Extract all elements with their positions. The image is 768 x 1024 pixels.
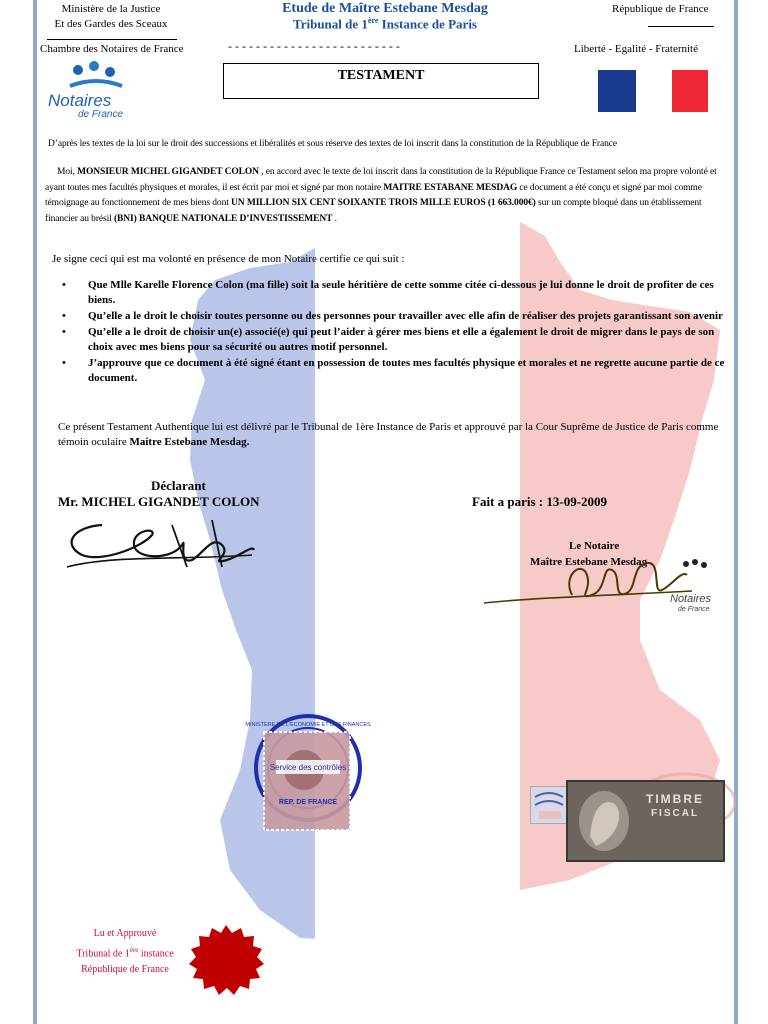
list-item: • Qu’elle a le droit le choisir toutes personne ou des personnes pour travailler avec elle afin de réaliser des projets garantissant son avenir xyxy=(58,309,734,324)
intro-text: D’après les textes de la loi sur le droit des successions et libéralités et sous réserve des textes de loi inscrit dans la constitution de la République de France xyxy=(48,139,617,149)
notary-name: Maître Estebane Mesdag xyxy=(530,556,648,568)
notaires-logo xyxy=(46,58,156,126)
stamp-ring-text: MINISTERE DE L'ECONOMIE ET DES FINANCES xyxy=(245,722,371,728)
approval-line1: Lu et Approuvé xyxy=(93,928,157,939)
declarant-signature xyxy=(62,505,262,585)
header-left-rule xyxy=(47,39,177,40)
testator-statement: Moi, MONSIEUR MICHEL GIGANDET COLON , en accord avec le texte de loi inscrit dans la constitution de la République France ce Testament selon ma propre volonté et ayant toutes mes facultés physiques et morales, il est écrit par moi et signé par mon notaire MAITRE ESTABANE MESDAG ce document a été conçu et signé par moi comme témoignage au fonctionnement de mes biens dont UN MILLION SIX CENT SOIXANTE TROIS MILLE EUROS (1 663.000€) sur un compte bloqué dans un établissement financier au brésil (BNI) BANQUE NATIONALE D’INVESTISSEMENT . xyxy=(45,167,717,224)
notaires-small-icon xyxy=(680,558,710,578)
declaration-intro: Je signe ceci qui est ma volonté en présence de mon Notaire certifie ce qui suit : xyxy=(52,253,405,265)
list-item: • Qu’elle a le droit de choisir un(e) associé(e) qui peut l’aider à gérer mes biens et elle a également le droit de migrer dans le pays de son choix avec mes biens pour sa sécurité ou autres motif personnel. xyxy=(58,325,734,355)
notary-signature xyxy=(482,545,702,615)
chamber-name: Chambre des Notaires de France xyxy=(40,43,184,55)
ministry-block xyxy=(36,2,186,32)
declarant-name: Mr. MICHEL GIGANDET COLON xyxy=(58,494,260,509)
place-date: Fait a paris : 13-09-2009 xyxy=(472,494,608,509)
flag-blue-band xyxy=(598,70,636,112)
stamp-center-text: Service des contrôles xyxy=(269,763,347,772)
notary-office-title: Etude de Maître Estebane Mesdag xyxy=(282,1,488,16)
logo-text-line2: de France xyxy=(78,109,124,120)
fiscal-stamp-line2: FISCAL xyxy=(650,808,700,819)
official-blue-stamp xyxy=(245,712,371,830)
motto: Liberté - Egalité - Fraternité xyxy=(574,43,698,55)
header-dashes: - - - - - - - - - - - - - - - - - - - - - - - - - xyxy=(228,39,400,53)
notary-label: Le Notaire xyxy=(569,540,620,552)
bank-name: (BNI) BANQUE NATIONALE D’INVESTISSEMENT xyxy=(113,213,333,224)
witness-name: Maitre Estebane Mesdag. xyxy=(129,436,250,448)
approval-line2: Tribunal de 1ère instance xyxy=(76,946,174,960)
marianne-portrait-icon xyxy=(576,788,632,854)
notary-logo-small xyxy=(670,558,730,618)
list-item: • Que Mlle Karelle Florence Colon (ma fille) soit la seule héritière de cette somme citée ci-dessous je lui donne le droit de profiter de ces biens. xyxy=(58,278,734,308)
small-stamp xyxy=(530,786,568,824)
closing-statement: Ce présent Testament Authentique lui est délivré par le Tribunal de 1ère Instance de Paris et approuvé par la Cour Suprême de Justice de Paris comme témoin oculaire Maitre Estebane Mesdag. xyxy=(58,421,719,448)
approval-line3: République de France xyxy=(81,964,169,976)
ministry-subtitle: Et des Gardes des Sceaux xyxy=(54,18,168,30)
notary-name-inline: MAITRE ESTABANE MESDAG xyxy=(383,182,518,193)
right-border-line xyxy=(734,0,738,1024)
small-stamp-pattern xyxy=(531,787,567,823)
logo-text-line1: Notaires xyxy=(48,91,112,110)
tribunal-subtitle: Tribunal de 1ère Instance de Paris xyxy=(293,16,477,32)
testator-name: MONSIEUR MICHEL GIGANDET COLON xyxy=(77,167,259,177)
stamp-bottom-text: REP. DE FRANCE xyxy=(278,799,338,806)
republic-label: République de France xyxy=(612,3,709,15)
flag-white-band xyxy=(636,70,672,112)
clauses-list xyxy=(58,278,734,387)
fiscal-stamp-line1: TIMBRE xyxy=(646,792,704,806)
header-right-rule xyxy=(648,26,714,27)
fiscal-stamp xyxy=(566,780,725,862)
flag-red-band xyxy=(672,70,708,112)
declarant-label: Déclarant xyxy=(151,478,206,493)
ministry-name: Ministère de la Justice xyxy=(61,3,161,15)
small-logo-line2: de France xyxy=(678,606,710,613)
approval-block xyxy=(70,926,180,978)
small-logo-line1: Notaires xyxy=(670,593,711,605)
left-border-line xyxy=(33,0,37,1024)
list-item: • J’approuve que ce document à été signé étant en possession de toutes mes facultés physique et morales et ne regrette aucune partie de ce document. xyxy=(58,356,734,386)
notaires-logo-icon xyxy=(66,58,126,94)
document-title: TESTAMENT xyxy=(223,63,539,99)
inheritance-amount: UN MILLION SIX CENT SOIXANTE TROIS MILLE EUROS (1 663.000€) xyxy=(231,198,536,208)
red-wax-seal xyxy=(186,923,266,1001)
